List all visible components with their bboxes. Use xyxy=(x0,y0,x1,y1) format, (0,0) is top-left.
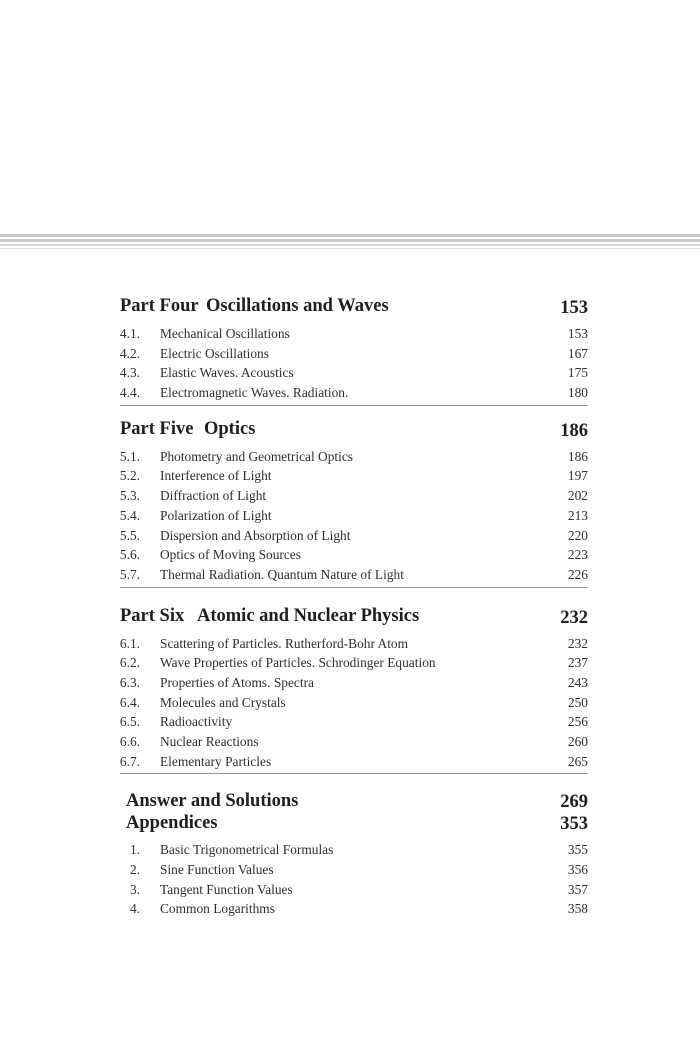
part-heading[interactable] xyxy=(120,606,588,632)
entry-title: Tangent Function Values xyxy=(160,881,293,897)
entry-number: 4.2. xyxy=(119,345,140,361)
entry-title: Electromagnetic Waves. Radiation. xyxy=(160,385,349,401)
entry-number: 4. xyxy=(129,901,140,917)
toc-entry[interactable] xyxy=(120,674,588,694)
entry-page: 237 xyxy=(567,655,588,671)
entry-page: 167 xyxy=(567,345,588,361)
entry-page: 356 xyxy=(567,862,588,878)
entry-page: 357 xyxy=(567,881,588,897)
toc-entry[interactable] xyxy=(120,384,588,404)
entry-title: Sine Function Values xyxy=(160,862,274,878)
entry-number: 6.5. xyxy=(119,714,140,730)
entry-page: 186 xyxy=(567,448,588,464)
toc-entry[interactable] xyxy=(120,635,588,655)
toc-entry[interactable] xyxy=(120,345,588,365)
entry-title: Nuclear Reactions xyxy=(160,734,259,749)
entry-title: Electric Oscillations xyxy=(160,345,269,361)
toc-entry[interactable] xyxy=(120,325,588,345)
entry-title: Common Logarithms xyxy=(160,901,275,917)
toc-entry[interactable] xyxy=(120,881,588,901)
part-title: Atomic and Nuclear Physics xyxy=(197,605,420,626)
entry-title: Scattering of Particles. Rutherford-Bohr Atom xyxy=(160,635,409,651)
entry-number: 5.4. xyxy=(119,507,140,523)
toc-entry[interactable] xyxy=(120,713,588,733)
entry-page: 180 xyxy=(567,385,588,401)
entry-title: Molecules and Crystals xyxy=(160,694,286,710)
entry-page: 265 xyxy=(567,753,588,769)
appendices-heading[interactable] xyxy=(120,813,588,835)
entry-page: 220 xyxy=(567,527,588,543)
entry-number: 3. xyxy=(129,881,140,897)
toc-entry[interactable] xyxy=(120,753,588,773)
toc-entry[interactable] xyxy=(120,566,588,586)
entry-number: 5.3. xyxy=(119,488,140,504)
header-rule-band xyxy=(0,234,700,250)
entry-title: Dispersion and Absorption of Light xyxy=(160,527,351,543)
toc-entry[interactable] xyxy=(120,694,588,714)
part-page-number: 153 xyxy=(560,298,588,318)
answers-title: Answer and Solutions xyxy=(126,791,299,812)
part-heading[interactable] xyxy=(120,419,588,445)
appendices-page-number: 353 xyxy=(560,814,588,835)
entry-title: Properties of Atoms. Spectra xyxy=(160,674,314,690)
entry-page: 355 xyxy=(567,842,588,858)
part-heading[interactable] xyxy=(120,296,588,322)
entry-title: Elementary Particles xyxy=(160,753,272,769)
entry-page: 232 xyxy=(567,635,588,651)
chapter-list xyxy=(120,635,588,773)
table-of-contents xyxy=(120,296,588,920)
entry-page: 256 xyxy=(567,714,588,730)
entry-title: Thermal Radiation. Quantum Nature of Light xyxy=(160,566,404,582)
entry-page: 250 xyxy=(567,694,588,710)
entry-number: 4.4. xyxy=(119,385,140,401)
entry-page: 243 xyxy=(567,674,588,690)
toc-entry[interactable] xyxy=(120,861,588,881)
chapter-list xyxy=(120,448,588,586)
toc-entry[interactable] xyxy=(120,507,588,527)
entry-page: 260 xyxy=(567,734,588,749)
toc-entry[interactable] xyxy=(120,527,588,547)
entry-page: 358 xyxy=(567,901,588,917)
toc-entry[interactable] xyxy=(120,546,588,566)
entry-number: 6.6. xyxy=(119,734,140,749)
entry-page: 153 xyxy=(567,326,588,341)
part-page-number: 232 xyxy=(560,607,588,628)
entry-title: Elastic Waves. Acoustics xyxy=(160,365,294,381)
entry-page: 175 xyxy=(567,365,588,381)
toc-entry[interactable] xyxy=(120,467,588,487)
entry-title: Polarization of Light xyxy=(160,507,272,523)
part-label: Part Six xyxy=(120,605,185,626)
entry-number: 5.5. xyxy=(119,527,140,543)
toc-entry[interactable] xyxy=(120,448,588,468)
part-label: Part Five xyxy=(120,418,194,439)
part-page-number: 186 xyxy=(560,420,588,441)
entry-number: 5.2. xyxy=(119,468,140,484)
answers-heading[interactable] xyxy=(120,791,588,813)
part-label: Part Four xyxy=(120,296,199,316)
entry-title: Radioactivity xyxy=(160,714,233,730)
entry-number: 5.6. xyxy=(119,547,140,563)
entry-number: 6.2. xyxy=(119,655,140,671)
entry-title: Interference of Light xyxy=(160,468,272,484)
entry-title: Optics of Moving Sources xyxy=(160,547,301,563)
answers-page-number: 269 xyxy=(560,792,588,813)
toc-entry[interactable] xyxy=(120,841,588,861)
entry-number: 6.3. xyxy=(119,674,140,690)
toc-entry[interactable] xyxy=(120,900,588,920)
entry-number: 6.1. xyxy=(119,635,140,651)
entry-number: 4.3. xyxy=(119,365,140,381)
entry-page: 213 xyxy=(567,507,588,523)
entry-page: 202 xyxy=(567,488,588,504)
entry-number: 5.1. xyxy=(119,448,140,464)
entry-title: Wave Properties of Particles. Schrodinger Equation xyxy=(160,655,436,671)
part-title: Oscillations and Waves xyxy=(206,296,389,316)
appendices-title: Appendices xyxy=(126,813,218,834)
entry-title: Mechanical Oscillations xyxy=(160,326,290,341)
entry-page: 197 xyxy=(567,468,588,484)
entry-number: 2. xyxy=(129,862,140,878)
part-title: Optics xyxy=(204,418,256,439)
appendix-list xyxy=(120,841,588,920)
entry-title: Photometry and Geometrical Optics xyxy=(160,448,354,464)
toc-entry[interactable] xyxy=(120,487,588,507)
entry-title: Diffraction of Light xyxy=(160,488,267,504)
entry-title: Basic Trigonometrical Formulas xyxy=(160,842,334,858)
entry-number: 5.7. xyxy=(119,566,140,582)
entry-number: 4.1. xyxy=(119,326,140,341)
entry-number: 6.7. xyxy=(119,753,140,769)
toc-entry[interactable] xyxy=(120,733,588,753)
toc-entry[interactable] xyxy=(120,364,588,384)
entry-page: 226 xyxy=(567,566,588,582)
entry-number: 6.4. xyxy=(119,694,140,710)
entry-number: 1. xyxy=(129,842,140,858)
chapter-list xyxy=(120,325,588,404)
entry-page: 223 xyxy=(567,547,588,563)
toc-entry[interactable] xyxy=(120,654,588,674)
